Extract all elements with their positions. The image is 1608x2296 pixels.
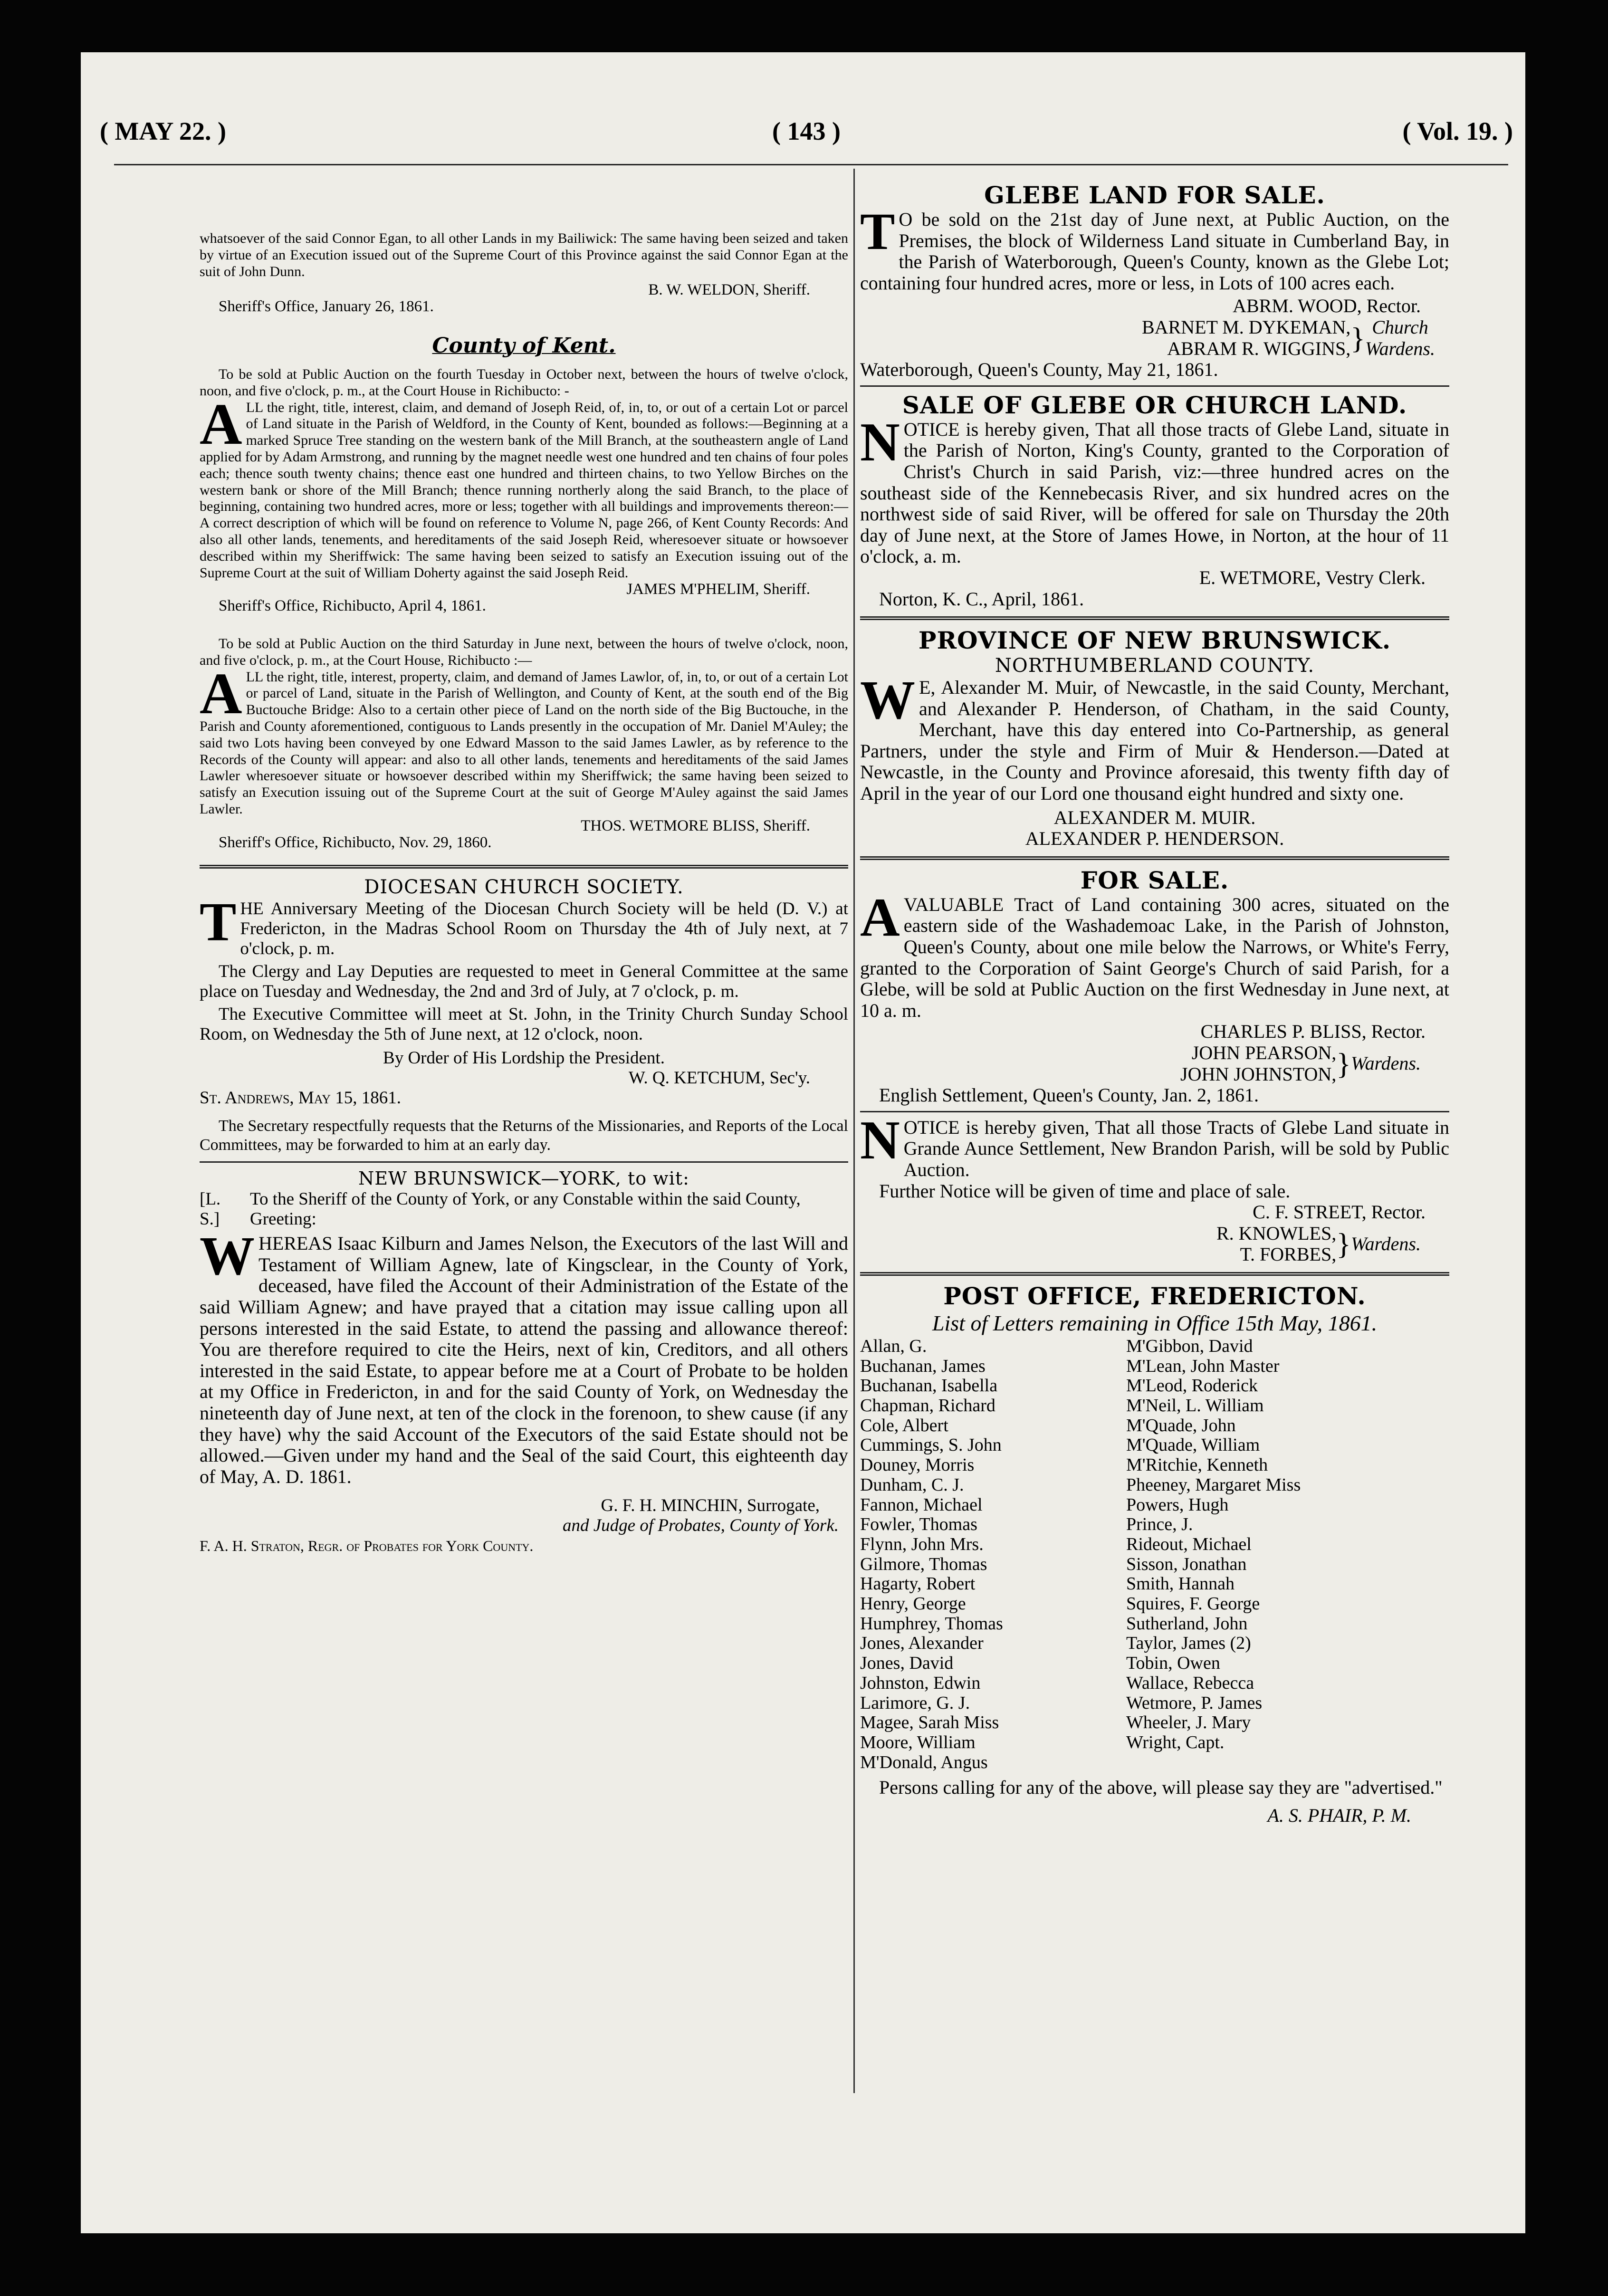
church-drop-cap: N bbox=[860, 411, 900, 473]
grande-text: OTICE is hereby given, That all those Tracts of Glebe Land situate in Grande Aunce Settlement, New Brandon Parish, will be sold by Public Auction. bbox=[903, 1116, 1449, 1180]
grande-drop-cap: N bbox=[860, 1110, 900, 1171]
letter-entry: Sisson, Jonathan bbox=[1126, 1554, 1247, 1574]
kent1-body bbox=[200, 391, 848, 582]
brace-glyph: } bbox=[1350, 321, 1365, 355]
letter-entry: Moore, William bbox=[860, 1732, 976, 1752]
forsale-text: VALUABLE Tract of Land containing 300 acres, situated on the eastern side of the Washademoac Lake, in the Parish of Johnston, Queen's County, about one mile below the Narrows, or White's Ferry, granted to the Corporation of Saint George's Church of said Parish, for a Glebe, will be sold at Public Auction on the first Wednesday in June next, at 10 a. m. bbox=[860, 893, 1449, 1021]
letter-entry: Squires, F. George bbox=[1126, 1594, 1260, 1614]
letter-entry: Smith, Hannah bbox=[1126, 1574, 1235, 1594]
letter-entry: Rideout, Michael bbox=[1126, 1534, 1252, 1554]
page-header bbox=[100, 116, 1513, 154]
kent2-office: Sheriff's Office, Richibucto, Nov. 29, 1860. bbox=[219, 833, 492, 851]
header-page-number: ( 143 ) bbox=[772, 117, 841, 145]
letter-entry: Tobin, Owen bbox=[1126, 1653, 1220, 1674]
letter-entry: Allan, G. bbox=[860, 1336, 927, 1356]
letter-entry: Jones, David bbox=[860, 1653, 954, 1674]
glebe-warden-label bbox=[1365, 317, 1435, 359]
section-rule bbox=[860, 616, 1449, 620]
letter-entry: Cummings, S. John bbox=[860, 1435, 1002, 1455]
letter-entry: Chapman, Richard bbox=[860, 1396, 995, 1416]
letter-entry: Wright, Capt. bbox=[1126, 1732, 1225, 1752]
section-rule bbox=[860, 385, 1449, 387]
column-divider bbox=[853, 169, 855, 2093]
post-title: POST OFFICE, FREDERICTON. bbox=[943, 1282, 1366, 1310]
york-text: HEREAS Isaac Kilburn and James Nelson, the Executors of the last Will and Testament of William Agnew, late of Kingsclear, in the County of York, deceased, have filed the Account of their Administration of the Estate of the said William Agnew; and have prayed that a citation may issue calling upon all persons interested in the said Estate, to attend the passing and allowance thereof: You are therefore required to cite the Heirs, next of kin, Creditors, and all others interested in the said Estate, to appear before me at a Court of Probate to be holden at my Office in Fredericton, in and for the said County of York, on Wednesday the nineteenth day of June next, at ten of the clock in the forenoon, to shew cause (if any they have) why the said Account of the Executors of the said Estate should not be allowed.—Given under my hand and the Seal of the said Court, this eighteenth day of May, A. D. 1861. bbox=[200, 1233, 848, 1487]
letter-entry: Wheeler, J. Mary bbox=[1126, 1712, 1251, 1733]
grande-warden-label: Wardens. bbox=[1350, 1233, 1421, 1255]
grande-warden-names bbox=[1216, 1223, 1336, 1265]
church-place: Norton, K. C., April, 1861. bbox=[879, 588, 1084, 610]
glebe-warden-names bbox=[1142, 317, 1350, 359]
province-body bbox=[860, 670, 1449, 804]
letter-entry: M'Quade, William bbox=[1126, 1435, 1260, 1455]
diocesan-note: The Secretary respectfully requests that the Returns of the Missionaries, and Reports of the Local Committees, may be forwarded to him at an early day. bbox=[200, 1117, 848, 1154]
kent2-sheriff: THOS. WETMORE BLISS, Sheriff. bbox=[581, 817, 810, 834]
letter-entry: M'Quade, John bbox=[1126, 1415, 1236, 1435]
york-address bbox=[200, 1189, 848, 1229]
right-column bbox=[860, 171, 1449, 1827]
glebe-drop-cap: T bbox=[860, 202, 895, 260]
grande-rector: C. F. STREET, Rector. bbox=[1253, 1201, 1426, 1223]
diocesan-p2: The Clergy and Lay Deputies are requested to meet in General Committee at the same place on Tuesday and Wednesday, the 2nd and 3rd of July, at 7 o'clock, p. m. bbox=[200, 962, 848, 1002]
forsale-warden-2: JOHN JOHNSTON, bbox=[1180, 1063, 1337, 1085]
york-addressee: To the Sheriff of the County of York, or any Constable within the said County, Greeting: bbox=[250, 1189, 801, 1229]
grande-warden-2: T. FORBES, bbox=[1240, 1244, 1337, 1265]
glebe-warden-2: ABRAM R. WIGGINS, bbox=[1167, 337, 1351, 359]
kent1-sheriff: JAMES M'PHELIM, Sheriff. bbox=[626, 581, 810, 598]
letter-entry: Magee, Sarah Miss bbox=[860, 1712, 999, 1733]
diocesan-p3: The Executive Committee will meet at St. John, in the Trinity Church Sunday School Room, on Wednesday the 5th of June next, at 12 o'clock, noon. bbox=[200, 1004, 848, 1044]
header-rule bbox=[114, 164, 1508, 165]
glebe-body bbox=[860, 202, 1449, 294]
letter-entry: Henry, George bbox=[860, 1594, 966, 1614]
diocesan-place: St. Andrews, May 15, 1861. bbox=[200, 1088, 401, 1108]
grande-warden-1: R. KNOWLES, bbox=[1216, 1222, 1337, 1244]
letter-entry: Fowler, Thomas bbox=[860, 1514, 977, 1535]
province-signature-1: ALEXANDER M. MUIR. bbox=[1053, 806, 1256, 828]
church-title: SALE OF GLEBE OR CHURCH LAND. bbox=[902, 391, 1407, 419]
forsale-warden-names bbox=[1180, 1043, 1336, 1085]
york-title: NEW BRUNSWICK—YORK, to wit: bbox=[358, 1168, 689, 1189]
diocesan-secretary: W. Q. KETCHUM, Sec'y. bbox=[628, 1068, 810, 1088]
church-text: OTICE is hereby given, That all those tracts of Glebe Land, situate in the Parish of Norton, King's County, granted to the Corporation of Christ's Church in said Parish, viz:—three hundred acres on the southeast side of the Kennebecasis River, and six hundred acres on the northwest side of said River, will be offered for sale on Thursday the 20th day of June next, at the Store of James Howe, in Norton, at the hour of 11 o'clock, a. m. bbox=[860, 418, 1449, 567]
diocesan-drop-cap: T bbox=[200, 892, 237, 953]
glebe-place: Waterborough, Queen's County, May 21, 1861. bbox=[860, 359, 1218, 381]
header-date: ( MAY 22. ) bbox=[100, 117, 226, 145]
letter-entry: Jones, Alexander bbox=[860, 1633, 984, 1654]
york-judge: and Judge of Probates, County of York. bbox=[562, 1516, 839, 1536]
forsale-title: FOR SALE. bbox=[1080, 866, 1229, 894]
letter-entry: Humphrey, Thomas bbox=[860, 1613, 1003, 1634]
letter-entry: Cole, Albert bbox=[860, 1415, 948, 1435]
diocesan-title: DIOCESAN CHURCH SOCIETY. bbox=[364, 876, 684, 899]
glebe-warden-label-2: Wardens. bbox=[1365, 337, 1435, 359]
kent2-body bbox=[200, 660, 848, 818]
glebe-warden-1: BARNET M. DYKEMAN, bbox=[1141, 316, 1351, 338]
forsale-place: English Settlement, Queen's County, Jan. 2, 1861. bbox=[879, 1084, 1259, 1106]
glebe-warden-label-1: Church bbox=[1372, 316, 1428, 338]
letter-entry bbox=[1126, 1753, 1430, 1773]
brace-glyph: } bbox=[1336, 1046, 1351, 1081]
kent2-text: LL the right, title, interest, property, claim, and demand of James Lawlor, of, in, to, or out of a certain Lot or parcel of Land, situate in the Parish of Wellington, and County of Kent, at the south end of the Big Buctouche Bridge: Also to a certain other piece of Land on the north side of the Big Buctouche, in the Parish and County aforementioned, contiguous to Lands presently in the occupation of Mr. Daniel M'Auley; the said two Lots having been conveyed by one Edward Masson to the said James Lawler, as by reference to the Records of the County will appear: and also to all other lands, tenements and hereditaments of the said James Lawler wheresoever situate or howsoever described within my Sheriffwick; the same having been seized to satisfy an Execution issuing out of the Supreme Court at the suit of George M'Auley against the said James Lawler. bbox=[200, 669, 848, 817]
forsale-warden-1: JOHN PEARSON, bbox=[1191, 1042, 1337, 1063]
letter-entry: Wallace, Rebecca bbox=[1126, 1673, 1254, 1693]
letter-entry: Buchanan, Isabella bbox=[860, 1376, 998, 1396]
letter-entry: Larimore, G. J. bbox=[860, 1693, 970, 1713]
forsale-rector: CHARLES P. BLISS, Rector. bbox=[1200, 1021, 1426, 1043]
glebe-text: O be sold on the 21st day of June next, at Public Auction, on the Premises, the block of Wilderness Land situate in Cumberland Bay, in the Parish of Waterborough, Queen's County, known as the Glebe Lot; containing four hundred acres, more or less, in Lots of 100 acres each. bbox=[860, 209, 1449, 294]
letter-entry: M'Leod, Roderick bbox=[1126, 1376, 1258, 1396]
letters-list bbox=[860, 1337, 1449, 1772]
diocesan-p1 bbox=[200, 892, 848, 959]
york-body bbox=[200, 1226, 848, 1487]
letter-entry: M'Donald, Angus bbox=[860, 1752, 988, 1772]
section-rule bbox=[860, 1111, 1449, 1112]
forsale-drop-cap: A bbox=[860, 887, 900, 948]
kent1-office: Sheriff's Office, Richibucto, April 4, 1861. bbox=[219, 597, 486, 615]
york-seal: [L. S.] bbox=[200, 1189, 221, 1229]
glebe-wardens bbox=[860, 317, 1449, 359]
forsale-warden-label: Wardens. bbox=[1350, 1052, 1421, 1074]
letter-entry: M'Neil, L. William bbox=[1126, 1396, 1264, 1416]
connor-office: Sheriff's Office, January 26, 1861. bbox=[219, 298, 434, 316]
section-rule bbox=[200, 1161, 848, 1163]
kent2-drop-cap: A bbox=[200, 660, 242, 726]
kent1-text: LL the right, title, interest, claim, and demand of Joseph Reid, of, in, to, or out of a certain Lot or parcel of Land situate in the Parish of Weldford, in the County of Kent, bounded as follows:—Beginning at a marked Spruce Tree standing on the western bank of the Mill Branch, at the southeastern angle of Land applied for by Adam Armstrong, and running by the magnet needle west one hundred and ten chains of four poles each; thence south twenty chains; thence east one hundred and thirteen chains, to two Yellow Birches on the western bank or shore of the Mill Branch; thence running northerly along the said Branch, to the place of beginning, containing two hundred acres, more or less; together with all buildings and improvements thereon:—A correct description of which will be found on reference to Volume N, page 266, of Kent County Records: And also all other lands, tenements, and hereditaments of the said Joseph Reid, wheresoever situate or howsoever described within my Sheriffwick: The same having been seized to satisfy an Execution issuing out of the Supreme Court at the suit of William Doherty against the said Joseph Reid. bbox=[200, 399, 848, 581]
forsale-body bbox=[860, 887, 1449, 1022]
grande-wardens bbox=[860, 1223, 1449, 1265]
section-rule bbox=[200, 865, 848, 869]
province-title: PROVINCE OF NEW BRUNSWICK. bbox=[918, 626, 1391, 655]
section-rule bbox=[860, 1272, 1449, 1276]
grande-further: Further Notice will be given of time and place of sale. bbox=[879, 1180, 1291, 1202]
letter-entry: Flynn, John Mrs. bbox=[860, 1534, 984, 1554]
post-subtitle: List of Letters remaining in Office 15th May, 1861. bbox=[932, 1311, 1378, 1335]
church-clerk: E. WETMORE, Vestry Clerk. bbox=[1199, 566, 1426, 588]
grande-body bbox=[860, 1110, 1449, 1181]
glebe-title: GLEBE LAND FOR SALE. bbox=[984, 181, 1325, 209]
diocesan-order: By Order of His Lordship the President. bbox=[383, 1048, 665, 1068]
glebe-rector: ABRM. WOOD, Rector. bbox=[1233, 295, 1421, 317]
province-subtitle: NORTHUMBERLAND COUNTY. bbox=[995, 655, 1315, 677]
letter-entry: Buchanan, James bbox=[860, 1356, 986, 1376]
kent1-intro: To be sold at Public Auction on the fourth Tuesday in October next, between the hours of twelve o'clock, noon, and five o'clock, p. m., at the Court House in Richibucto: - bbox=[200, 366, 848, 399]
province-signature-2: ALEXANDER P. HENDERSON. bbox=[1025, 828, 1284, 850]
forsale-wardens bbox=[860, 1043, 1449, 1085]
postmaster-signature: A. S. PHAIR, P. M. bbox=[1267, 1805, 1411, 1826]
brace-glyph: } bbox=[1336, 1227, 1351, 1261]
letter-entry: M'Ritchie, Kenneth bbox=[1126, 1455, 1268, 1475]
letter-entry: Powers, Hugh bbox=[1126, 1494, 1229, 1515]
letter-entry: M'Gibbon, David bbox=[1126, 1336, 1253, 1356]
letter-entry: Fannon, Michael bbox=[860, 1494, 983, 1515]
letter-entry: Wetmore, P. James bbox=[1126, 1693, 1263, 1713]
diocesan-p1-text: HE Anniversary Meeting of the Diocesan Church Society will be held (D. V.) at Fredericton, in the Madras School Room on Thursday the 4th of July next, at 7 o'clock, p. m. bbox=[240, 899, 848, 959]
letter-entry: Prince, J. bbox=[1126, 1514, 1193, 1535]
york-surrogate: G. F. H. MINCHIN, Surrogate, bbox=[601, 1496, 820, 1516]
letter-entry: Gilmore, Thomas bbox=[860, 1554, 987, 1574]
letter-entry: Sutherland, John bbox=[1126, 1613, 1248, 1634]
letter-entry: Douney, Morris bbox=[860, 1455, 975, 1475]
post-note: Persons calling for any of the above, will please say they are "advertised." bbox=[879, 1777, 1443, 1799]
left-column bbox=[200, 171, 848, 1554]
connor-notice-text: whatsoever of the said Connor Egan, to all other Lands in my Bailiwick: The same having been seized and taken by virtue of an Execution issued out of the Supreme Court of this Province against the said Connor Egan at the suit of John Dunn. bbox=[200, 230, 848, 279]
letter-entry: Hagarty, Robert bbox=[860, 1574, 976, 1594]
york-registrar: F. A. H. Straton, Regr. of Probates for York County. bbox=[200, 1537, 534, 1555]
church-body bbox=[860, 411, 1449, 567]
kent-heading: County of Kent. bbox=[432, 333, 616, 358]
kent2-intro: To be sold at Public Auction on the third Saturday in June next, between the hours of twelve o'clock, noon, and five o'clock, p. m., at the Court House, Richibucto :— bbox=[200, 635, 848, 668]
letter-entry: Taylor, James (2) bbox=[1126, 1633, 1251, 1654]
province-text: E, Alexander M. Muir, of Newcastle, in the said County, Merchant, and Alexander P. Henderson, of Chatham, in the said County, Merchant, have this day entered into Co-Partnership, as general Partners, under the style and Firm of Muir & Henderson.—Dated at Newcastle, in the County and Province aforesaid, this twenty fifth day of April in the year of our Lord one thousand eight hundred and sixty one. bbox=[860, 677, 1449, 804]
header-volume: ( Vol. 19. ) bbox=[1402, 117, 1513, 145]
letter-entry: Johnston, Edwin bbox=[860, 1673, 981, 1693]
connor-sheriff: B. W. WELDON, Sheriff. bbox=[648, 281, 810, 299]
section-rule bbox=[860, 856, 1449, 860]
province-drop-cap: W bbox=[860, 670, 915, 731]
letter-entry: Dunham, C. J. bbox=[860, 1474, 964, 1495]
york-drop-cap: W bbox=[200, 1226, 255, 1287]
kent1-drop-cap: A bbox=[200, 391, 242, 457]
letter-entry: Pheeney, Margaret Miss bbox=[1126, 1474, 1301, 1495]
letter-entry: M'Lean, John Master bbox=[1126, 1356, 1280, 1376]
